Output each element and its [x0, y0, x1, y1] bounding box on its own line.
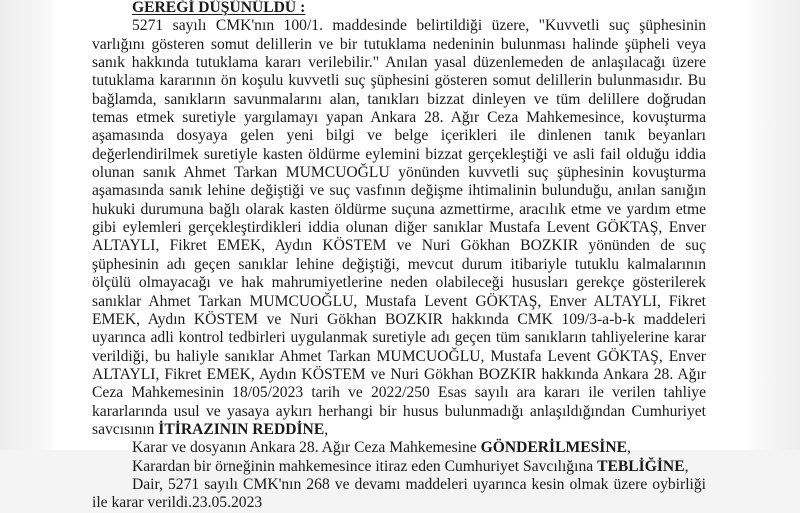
send-punct: , [627, 439, 631, 457]
document-body [92, 0, 706, 513]
paragraph-closing: Dair, 5271 sayılı CMK'nın 268 ve devamı maddeleri uyarınca kesin olmak üzere oybirliği ile karar verildi.23.05.2023 [92, 475, 706, 512]
reasoning-punct: , [324, 420, 329, 438]
section-heading: GEREĞİ DÜŞÜNÜLDÜ : [132, 0, 306, 16]
paragraph-notify [92, 458, 706, 476]
notify-punct: , [684, 457, 689, 475]
paragraph-reasoning [92, 17, 706, 439]
reasoning-text: 5271 sayılı CMK'nın 100/1. maddesinde belirtildiği üzere, "Kuvvetli suç şüphesinin varlığını gösteren somut delillerin ve bir tutuklama nedeninin bulunması halinde şüpheli veya sanık hakkında tutuklama kararı verilebilir." Anılan yasal düzenlemeden de anlaşılacağı üzere tutuklama kararının ön koşulu kuvvetli suç şüphesini gösteren somut delillerin bulunmasıdır. Bu bağlamda, sanıkların savunmalarını alan, tanıkları bizzat dinleyen ve tüm delillere doğrudan temas etmek suretiyle yargılamayı yapan Ankara 28. Ağır Ceza Mahkemesince, kovuşturma aşamasında dosyaya gelen yeni bilgi ve belge içerikleri ile dinlenen tanık beyanları değerlendirilmek suretiyle kasten öldürme eylemini bizzat gerçekleştiği ve asli fail olduğu iddia olunan sanık Ahmet Tarkan MUMCUOĞLU yönünden kuvvetli suç şüphesinin kovuşturma aşamasında sanık lehine değiştiği ve suç vasfının değişme ihtimalinin bulunduğu, anılan sanığın hukuki durumuna bağlı olarak kasten öldürme suçuna azmettirme, aracılık etme ve yardım etme gibi eylemleri gerçekleştirdikleri iddia olunan diğer sanıklar Mustafa Levent GÖKTAŞ, Enver ALTAYLI, Fikret EMEK, Aydın KÖSTEM ve Nuri Gökhan BOZKIR yönünden de suç şüphesinin adı geçen sanıklar lehine değiştiği, mevcut durum itibariyle tutuklu kalmalarının ölçülü olmayacağı ve hak mahrumiyetlerine neden olabileceği hususları gerekçe gösterilerek sanıklar Ahmet Tarkan MUMCUOĞLU, Mustafa Levent GÖKTAŞ, Enver ALTAYLI, Fikret EMEK, Aydın KÖSTEM ve Nuri Gökhan BOZKIR hakkında CMK 109/3-a-b-k maddeleri uyarınca adli kontrol tedbirleri uygulanmak suretiyle adı geçen tüm sanıkların tahliyelerine karar verildiği, bu haliyle sanıklar Ahmet Tarkan MUMCUOĞLU, Mustafa Levent GÖKTAŞ, Enver ALTAYLI, Fikret EMEK, Aydın KÖSTEM ve Nuri Gökhan BOZKIR hakkında Ankara 28. Ağır Ceza Mahkemesinin 18/05/2023 tarih ve 2022/250 Esas sayılı ara kararı ile verilen tahliye kararlarında usul ve yasaya aykırı herhangi bir husus bulunmadığı anlaşıldığından Cumhuriyet savcısının [92, 17, 706, 438]
send-text: Karar ve dosyanın Ankara 28. Ağır Ceza Mahkemesine [132, 439, 481, 457]
ruling-send: GÖNDERİLMESİNE [480, 439, 628, 457]
ruling-objection-rejected: İTİRAZININ REDDİNE [158, 420, 325, 438]
notify-text: Karardan bir örneğinin mahkemesince itiraz eden Cumhuriyet Savcılığına [132, 457, 598, 475]
paragraph-send [92, 439, 706, 457]
ruling-notify: TEBLİĞİNE [597, 457, 685, 475]
